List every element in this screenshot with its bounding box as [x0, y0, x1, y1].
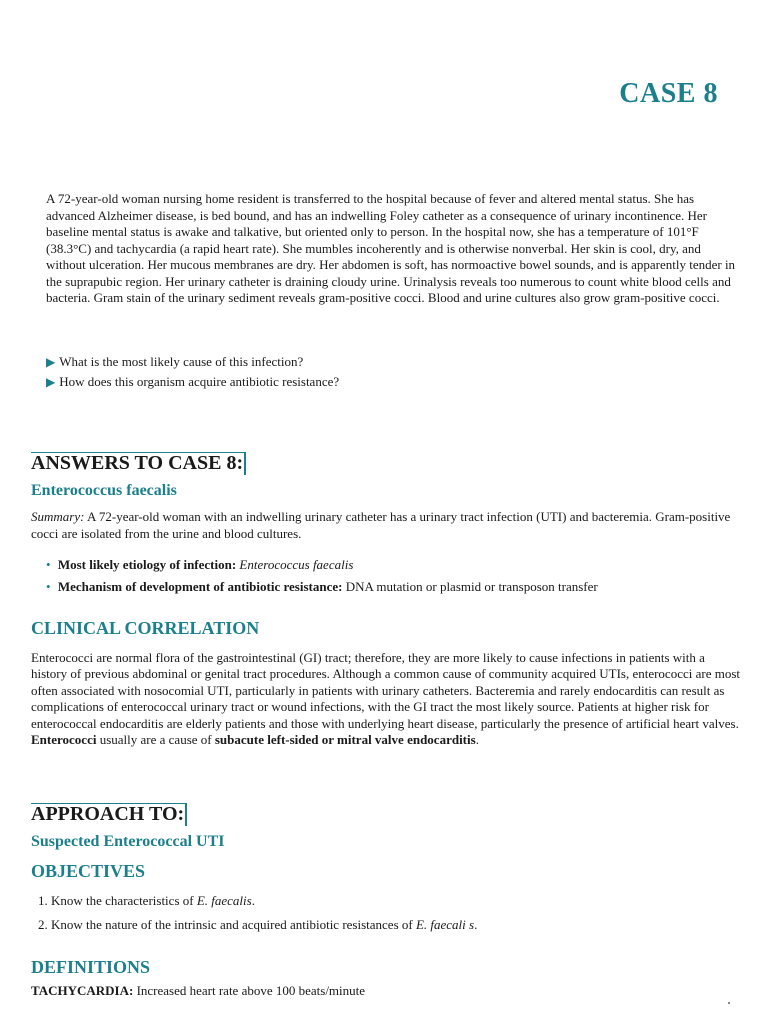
- clinical-text-part: .: [475, 732, 479, 748]
- objective-italic: E. faecali s: [415, 917, 475, 932]
- question-list: [46, 352, 339, 392]
- approach-heading-text: APPROACH TO:: [31, 803, 185, 825]
- clinical-bold-part: Enterococci: [31, 732, 97, 748]
- objective-number: 1.: [38, 893, 48, 908]
- clinical-bold-part: subacute left-sided or mitral valve endocarditis: [214, 732, 476, 748]
- definition-term: TACHYCARDIA:: [31, 983, 134, 998]
- question-text: How does this organism acquire antibiotic resistance?: [59, 374, 340, 389]
- definition-text: Increased heart rate above 100 beats/minute: [133, 983, 366, 998]
- bullet-term: Most likely etiology of infection:: [57, 557, 237, 572]
- answers-heading: [31, 452, 246, 477]
- case-description: A 72-year-old woman nursing home resident is transferred to the hospital because of fever and altered mental status. She has advanced Alzheimer disease, is bed bound, and has an indwelling Foley catheter as a consequence of urinary incontinence. Her baseline mental status is awake and talkative, but oriented only to person. In the hospital now, she has a temperature of 101°F (38.3°C) and tachycardia (a rapid heart rate). She mumbles incoherently and is otherwise nonverbal. Her skin is cool, dry, and without ulceration. Her mucous membranes are dry. Her abdomen is soft, has normoactive bowel sounds, and is apparently tender in the suprapubic region. Her urinary catheter is draining cloudy urine. Urinalysis reveals too numerous to count white blood cells and bacteria. Gram stain of the urinary sediment reveals gram-positive cocci. Blood and urine cultures also grow gram-positive cocci.: [46, 191, 736, 305]
- heading-bar: [185, 804, 187, 826]
- question-item: [46, 372, 339, 392]
- definition-item: [31, 983, 365, 999]
- case-title: CASE 8: [619, 78, 718, 109]
- approach-heading: [31, 803, 187, 828]
- list-item: [38, 890, 477, 914]
- organism-heading: Enterococcus faecalis: [31, 482, 177, 499]
- page-mark: [728, 1002, 730, 1004]
- approach-subheading: Suspected Enterococcal UTI: [31, 833, 225, 850]
- answer-bullets: [46, 555, 598, 599]
- triangle-right-icon: ▶: [46, 355, 56, 369]
- heading-bar: [244, 453, 246, 475]
- objective-number: 2.: [38, 917, 48, 932]
- objective-end: .: [474, 917, 478, 932]
- list-item: [46, 577, 598, 599]
- objective-italic: E. faecalis: [196, 893, 252, 908]
- objective-end: .: [251, 893, 255, 908]
- bullet-dot-icon: •: [46, 557, 51, 572]
- objectives-heading: OBJECTIVES: [31, 861, 146, 881]
- heading-rule: [31, 452, 246, 453]
- answers-heading-text: ANSWERS TO CASE 8:: [31, 452, 244, 474]
- objectives-list: [38, 890, 477, 938]
- summary-label: Summary:: [31, 509, 85, 524]
- summary-paragraph: [31, 509, 731, 542]
- definitions-heading: DEFINITIONS: [31, 957, 151, 977]
- objective-text: Know the nature of the intrinsic and acquired antibiotic resistances of: [51, 917, 416, 932]
- clinical-paragraph: [31, 650, 743, 748]
- triangle-right-icon: ▶: [46, 375, 56, 389]
- bullet-dot-icon: •: [46, 579, 51, 594]
- objective-text: Know the characteristics of: [51, 893, 197, 908]
- clinical-heading: CLINICAL CORRELATION: [31, 618, 260, 638]
- clinical-text-part: usually are a cause of: [96, 732, 215, 748]
- bullet-term: Mechanism of development of antibiotic resistance:: [57, 579, 343, 594]
- bullet-value: DNA mutation or plasmid or transposon transfer: [345, 579, 598, 594]
- summary-text: A 72-year-old woman with an indwelling urinary catheter has a urinary tract infection (UTI) and bacteremia. Gram-positive cocci are isolated from the urine and blood cultures.: [31, 509, 731, 541]
- heading-rule: [31, 803, 187, 804]
- list-item: [46, 555, 598, 577]
- bullet-value: Enterococcus faecalis: [239, 557, 354, 572]
- list-item: [38, 914, 477, 938]
- clinical-text-part: Enterococci are normal flora of the gastrointestinal (GI) tract; therefore, they are more likely to cause infections in patients with a history of previous abdominal or genital tract procedures. Although a common cause of community acquired UTIs, enterococci are most often associated with nosocomial UTI, particularly in patients with urinary catheters. Bacteremia and rarely endocarditis can result as complications of enterococcal urinary tract or wound infections, with the GI tract the most likely source. Patients at higher risk for enterococcal endocarditis are elderly patients and those with underlying heart disease, particularly the presence of artificial heart valves.: [31, 650, 741, 731]
- question-item: [46, 352, 339, 372]
- question-text: What is the most likely cause of this infection?: [59, 354, 304, 369]
